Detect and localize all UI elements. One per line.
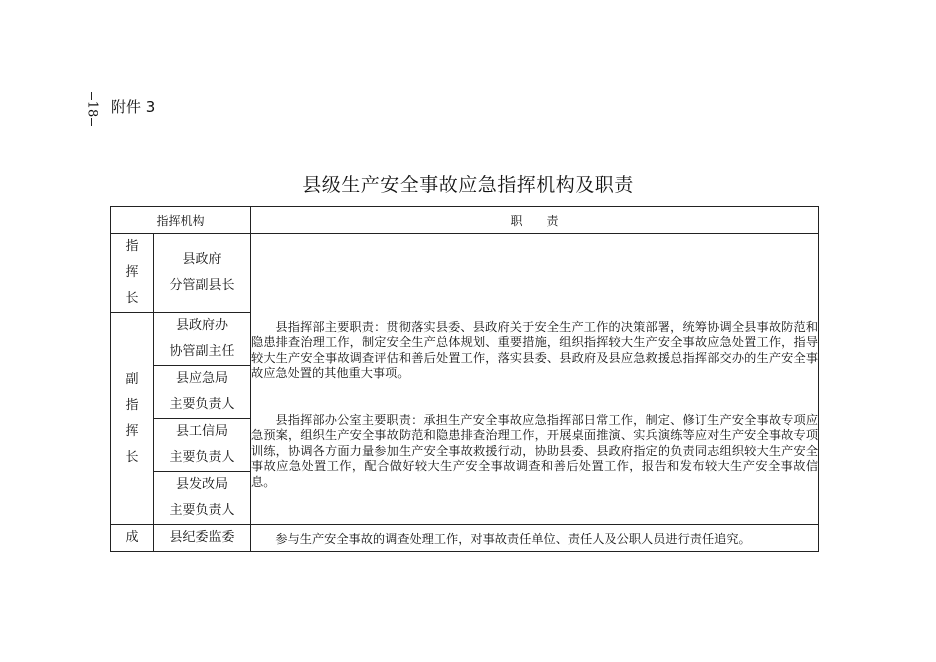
member-org: 县纪委监委 [154,525,251,552]
duty-paragraph-hq: 县指挥部主要职责：贯彻落实县委、县政府关于安全生产工作的决策部署，统筹协调全县事故防范和隐患排查治理工作，制定安全生产总体规划、重要措施，组织指挥较大生产安全事故应急处置工作，指导较大生产安全事故调查评估和善后处置工作，落实县委、县政府及县应急救援总指挥部交办的生产安全事故应急处置的其他重大事项。 [251,319,819,381]
commander-label: 指 挥 长 [111,234,154,313]
deputy-role: 县政府办 协管副主任 [154,313,251,366]
header-org: 指挥机构 [111,207,251,234]
commander-role: 县政府 分管副县长 [154,234,251,313]
duty-description [251,234,819,525]
commander-row [111,234,819,313]
page-number [80,92,102,134]
duty-table [110,206,819,552]
deputy-role: 县应急局 主要负责人 [154,366,251,419]
duty-paragraph-office: 县指挥部办公室主要职责：承担生产安全事故应急指挥部日常工作，制定、修订生产安全事故专项应急预案，组织生产安全事故防范和隐患排查治理工作，开展桌面推演、实兵演练等应对生产安全事故专项训练，协调各方面力量参加生产安全事故救援行动，协助县委、县政府指定的负责同志组织较大生产安全事故应急处置工作，配合做好较大生产安全事故调查和善后处置工作，报告和发布较大生产安全事故信息。 [251,412,819,489]
deputy-label: 副 指 挥 长 [111,313,154,525]
document-title: 县级生产安全事故应急指挥机构及职责 [302,174,634,196]
page-number-text: 18 [83,100,99,118]
member-label: 成 [111,525,154,552]
deputy-role: 县工信局 主要负责人 [154,419,251,472]
table-header-row [111,207,819,234]
header-duty: 职 责 [251,207,819,234]
member-row [111,525,819,552]
attachment-label: 附件 3 [111,98,156,116]
member-duty: 参与生产安全事故的调查处理工作，对事故责任单位、责任人及公职人员进行责任追究。 [251,525,819,552]
deputy-role: 县发改局 主要负责人 [154,472,251,525]
